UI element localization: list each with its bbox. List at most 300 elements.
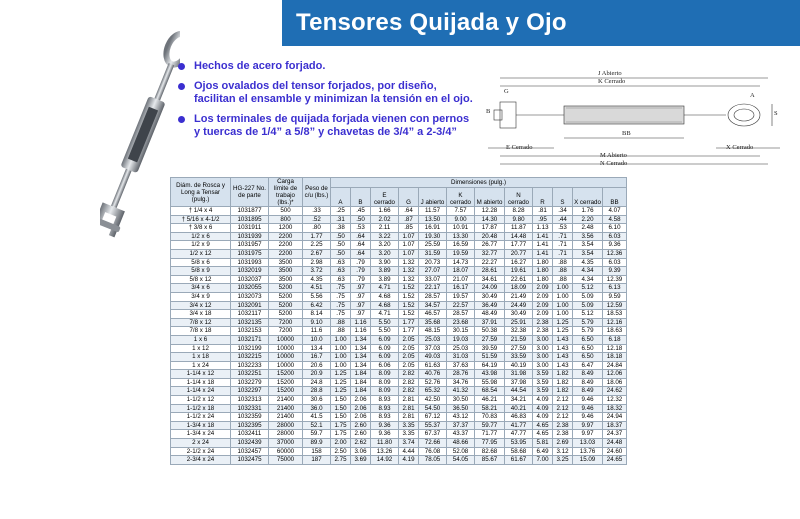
table-cell: 1.82 bbox=[553, 387, 573, 396]
table-cell: 70.83 bbox=[475, 413, 505, 422]
table-cell: 61.63 bbox=[419, 361, 447, 370]
table-cell: .71 bbox=[553, 241, 573, 250]
feature-list bbox=[178, 60, 478, 146]
table-cell: 1.32 bbox=[399, 275, 419, 284]
table-cell: 1032439 bbox=[231, 439, 269, 448]
table-cell: 1.80 bbox=[533, 275, 553, 284]
table-cell: 3.90 bbox=[371, 258, 399, 267]
table-row bbox=[171, 267, 627, 276]
table-cell: 1.16 bbox=[351, 327, 371, 336]
table-cell: 10000 bbox=[269, 361, 303, 370]
col-header-dim: G bbox=[399, 188, 419, 207]
table-cell: 16.59 bbox=[447, 241, 475, 250]
table-cell: 8.09 bbox=[371, 387, 399, 396]
table-cell: 19.59 bbox=[447, 249, 475, 258]
table-cell: 3.69 bbox=[351, 456, 371, 465]
table-cell: 1032055 bbox=[231, 284, 269, 293]
table-cell: 1.43 bbox=[553, 335, 573, 344]
table-cell: 35.68 bbox=[419, 318, 447, 327]
table-cell: .53 bbox=[351, 224, 371, 233]
table-cell: 1200 bbox=[269, 224, 303, 233]
table-cell: 25.03 bbox=[447, 344, 475, 353]
table-cell: 1032153 bbox=[231, 327, 269, 336]
table-cell: 16.17 bbox=[447, 284, 475, 293]
table-cell: 3.00 bbox=[533, 344, 553, 353]
feature-item: Ojos ovalados del tensor forjados, por diseño, facilitan el ensamble y minimizan la tensión en el ojo. bbox=[178, 80, 478, 106]
table-cell: 8.28 bbox=[505, 207, 533, 216]
table-cell: 27.07 bbox=[419, 267, 447, 276]
col-header-part: HG-227 No. de parte bbox=[231, 178, 269, 207]
table-row bbox=[171, 292, 627, 301]
table-row bbox=[171, 404, 627, 413]
col-header-dim: R bbox=[533, 188, 553, 207]
table-cell: 8.14 bbox=[303, 310, 331, 319]
table-cell: 9.59 bbox=[603, 292, 627, 301]
table-cell: 8.93 bbox=[371, 413, 399, 422]
table-cell: 24.94 bbox=[603, 413, 627, 422]
table-cell: 1-1/4 x 24 bbox=[171, 387, 231, 396]
table-cell: 9.80 bbox=[505, 215, 533, 224]
table-cell: 2.50 bbox=[331, 447, 351, 456]
table-row bbox=[171, 327, 627, 336]
table-cell: 3.20 bbox=[371, 241, 399, 250]
table-cell: 5.81 bbox=[533, 439, 553, 448]
table-cell: 4.44 bbox=[399, 447, 419, 456]
table-cell: 2.69 bbox=[553, 439, 573, 448]
table-cell: .50 bbox=[331, 249, 351, 258]
table-cell: 2.20 bbox=[573, 215, 603, 224]
table-cell: 9.00 bbox=[447, 215, 475, 224]
table-cell: 2.82 bbox=[399, 387, 419, 396]
table-cell: 1-1/2 x 24 bbox=[171, 413, 231, 422]
table-cell: .44 bbox=[553, 215, 573, 224]
table-row bbox=[171, 439, 627, 448]
table-cell: 3.56 bbox=[573, 232, 603, 241]
table-cell: 21.07 bbox=[447, 275, 475, 284]
table-cell: 5200 bbox=[269, 301, 303, 310]
table-cell: 11.80 bbox=[371, 439, 399, 448]
table-cell: 5200 bbox=[269, 284, 303, 293]
table-cell: 46.83 bbox=[505, 413, 533, 422]
table-cell: 4.58 bbox=[603, 215, 627, 224]
table-cell: 67.37 bbox=[419, 430, 447, 439]
table-cell: 9.46 bbox=[573, 404, 603, 413]
table-cell: 31.59 bbox=[419, 249, 447, 258]
table-cell: 28.57 bbox=[419, 292, 447, 301]
table-cell: 2.00 bbox=[331, 439, 351, 448]
table-cell: 13.30 bbox=[447, 232, 475, 241]
table-cell: 1.43 bbox=[553, 344, 573, 353]
table-cell: 6.49 bbox=[533, 447, 553, 456]
table-cell: 32.38 bbox=[505, 327, 533, 336]
table-cell: .97 bbox=[351, 284, 371, 293]
table-cell: 15200 bbox=[269, 387, 303, 396]
label-g: G bbox=[504, 88, 509, 95]
table-cell: 4.35 bbox=[573, 258, 603, 267]
table-cell: 12.39 bbox=[603, 275, 627, 284]
table-cell: 40.76 bbox=[419, 370, 447, 379]
col-header-load: Carga límite de trabajo (lbs.)* bbox=[269, 178, 303, 207]
table-cell: .79 bbox=[351, 275, 371, 284]
table-cell: 11.87 bbox=[505, 224, 533, 233]
table-cell: 2.38 bbox=[533, 327, 553, 336]
table-cell: 3.00 bbox=[533, 353, 553, 362]
table-cell: 1/2 x 9 bbox=[171, 241, 231, 250]
table-cell: 7/8 x 18 bbox=[171, 327, 231, 336]
table-cell: .88 bbox=[553, 275, 573, 284]
table-cell: 2.82 bbox=[399, 378, 419, 387]
table-cell: 43.12 bbox=[447, 413, 475, 422]
table-cell: 41.77 bbox=[505, 421, 533, 430]
table-cell: 34.21 bbox=[505, 396, 533, 405]
label-a: A bbox=[750, 92, 755, 99]
table-cell: 1.52 bbox=[399, 310, 419, 319]
table-cell: 7.57 bbox=[447, 207, 475, 216]
table-cell: 6.06 bbox=[371, 361, 399, 370]
table-cell: 1.34 bbox=[351, 344, 371, 353]
table-row bbox=[171, 370, 627, 379]
table-cell: 34.76 bbox=[447, 378, 475, 387]
table-cell: 82.68 bbox=[475, 447, 505, 456]
table-cell: .80 bbox=[303, 224, 331, 233]
table-cell: 3500 bbox=[269, 258, 303, 267]
table-cell: 46.21 bbox=[475, 396, 505, 405]
table-cell: 1032135 bbox=[231, 318, 269, 327]
table-cell: 2-1/2 x 24 bbox=[171, 447, 231, 456]
table-cell: 2200 bbox=[269, 232, 303, 241]
table-cell: 1.34 bbox=[351, 361, 371, 370]
table-cell: 1.75 bbox=[331, 430, 351, 439]
table-cell: 12.18 bbox=[603, 344, 627, 353]
table-cell: 14.73 bbox=[447, 258, 475, 267]
table-cell: 5200 bbox=[269, 310, 303, 319]
table-cell: 11.57 bbox=[419, 207, 447, 216]
table-cell: 1032313 bbox=[231, 396, 269, 405]
table-cell: 1.50 bbox=[331, 404, 351, 413]
table-cell: 15.09 bbox=[573, 456, 603, 465]
table-row bbox=[171, 249, 627, 258]
table-cell: 6.09 bbox=[371, 353, 399, 362]
table-cell: 21400 bbox=[269, 404, 303, 413]
table-cell: 2.81 bbox=[399, 404, 419, 413]
table-cell: 3.89 bbox=[371, 275, 399, 284]
table-cell: 1032279 bbox=[231, 378, 269, 387]
col-header-dim: J abierto bbox=[419, 188, 447, 207]
table-cell: 1.34 bbox=[351, 353, 371, 362]
table-cell: 26.77 bbox=[475, 241, 505, 250]
table-cell: 1.41 bbox=[533, 249, 553, 258]
table-cell: 1.82 bbox=[553, 370, 573, 379]
table-cell: 72.66 bbox=[419, 439, 447, 448]
table-row bbox=[171, 344, 627, 353]
table-cell: 1.07 bbox=[399, 232, 419, 241]
table-cell: 28000 bbox=[269, 421, 303, 430]
table-cell: 4.07 bbox=[603, 207, 627, 216]
table-cell: 7200 bbox=[269, 327, 303, 336]
label-e-cerrado: E Cerrado bbox=[506, 144, 533, 151]
technical-drawing bbox=[486, 68, 782, 168]
table-cell: 36.0 bbox=[303, 404, 331, 413]
table-cell: 36.50 bbox=[447, 404, 475, 413]
table-cell: .95 bbox=[533, 215, 553, 224]
table-cell: 1.00 bbox=[331, 344, 351, 353]
table-cell: 5.09 bbox=[573, 301, 603, 310]
table-cell: 1032457 bbox=[231, 447, 269, 456]
table-cell: 2.09 bbox=[533, 301, 553, 310]
table-cell: 5.12 bbox=[573, 284, 603, 293]
table-cell: 1032297 bbox=[231, 387, 269, 396]
table-cell: 4.19 bbox=[399, 456, 419, 465]
table-cell: 1.77 bbox=[303, 232, 331, 241]
table-cell: 1.00 bbox=[553, 301, 573, 310]
table-cell: 9.36 bbox=[371, 421, 399, 430]
table-cell: 2.81 bbox=[399, 396, 419, 405]
table-cell: 24.62 bbox=[603, 387, 627, 396]
table-cell: 5.50 bbox=[371, 318, 399, 327]
table-cell: 9.97 bbox=[573, 430, 603, 439]
table-cell: 24.60 bbox=[603, 447, 627, 456]
table-cell: 22.61 bbox=[505, 275, 533, 284]
table-cell: 5.09 bbox=[573, 292, 603, 301]
table-cell: 20.48 bbox=[475, 232, 505, 241]
table-cell: 1.25 bbox=[553, 327, 573, 336]
table-cell: 24.84 bbox=[603, 361, 627, 370]
table-cell: 22.27 bbox=[475, 258, 505, 267]
table-cell: 89.9 bbox=[303, 439, 331, 448]
table-cell: 48.49 bbox=[475, 310, 505, 319]
table-row bbox=[171, 353, 627, 362]
feature-item: Los terminales de quijada forjada vienen con pernos y tuercas de 1/4” a 5/8” y chavetas de 3/4” a 2-3/4” bbox=[178, 113, 478, 139]
col-header-dimensions: Dimensiones (pulg.) bbox=[331, 178, 627, 188]
table-row bbox=[171, 413, 627, 422]
table-cell: 1032019 bbox=[231, 267, 269, 276]
feature-item: Hechos de acero forjado. bbox=[178, 60, 478, 73]
table-cell: 1 x 6 bbox=[171, 335, 231, 344]
table-cell: 8.49 bbox=[573, 387, 603, 396]
table-cell: 3.59 bbox=[533, 370, 553, 379]
label-k-cerrado: K Cerrado bbox=[598, 78, 626, 85]
table-cell: 3.20 bbox=[371, 249, 399, 258]
table-cell: 1.66 bbox=[371, 207, 399, 216]
table-cell: 33.59 bbox=[505, 353, 533, 362]
table-cell: 6.50 bbox=[573, 344, 603, 353]
table-cell: 1.00 bbox=[553, 284, 573, 293]
table-cell: 13.76 bbox=[573, 447, 603, 456]
table-cell: 1032171 bbox=[231, 335, 269, 344]
table-cell: 85.67 bbox=[475, 456, 505, 465]
table-cell: 18.09 bbox=[505, 284, 533, 293]
table-cell: .79 bbox=[351, 267, 371, 276]
table-cell: 10.0 bbox=[303, 335, 331, 344]
table-cell: 15200 bbox=[269, 378, 303, 387]
table-cell: 75000 bbox=[269, 456, 303, 465]
col-header-dim: X cerrado bbox=[573, 188, 603, 207]
table-cell: 19.57 bbox=[447, 292, 475, 301]
table-cell: 18.63 bbox=[603, 327, 627, 336]
table-cell: 40.19 bbox=[505, 361, 533, 370]
table-cell: 8.09 bbox=[371, 378, 399, 387]
label-n-cerrado: N Cerrado bbox=[600, 160, 628, 167]
table-cell: 12.28 bbox=[475, 207, 505, 216]
table-cell: 64.19 bbox=[475, 361, 505, 370]
table-cell: 1032037 bbox=[231, 275, 269, 284]
table-cell: 1.50 bbox=[331, 413, 351, 422]
table-cell: 42.50 bbox=[419, 396, 447, 405]
table-cell: 30.49 bbox=[475, 292, 505, 301]
table-cell: 3.12 bbox=[553, 447, 573, 456]
table-cell: 1032411 bbox=[231, 430, 269, 439]
table-cell: † 1/4 x 4 bbox=[171, 207, 231, 216]
table-cell: 2.12 bbox=[553, 413, 573, 422]
table-cell: 1.00 bbox=[331, 335, 351, 344]
table-row bbox=[171, 387, 627, 396]
table-cell: 20.77 bbox=[505, 249, 533, 258]
table-cell: .33 bbox=[303, 207, 331, 216]
table-cell: 1.75 bbox=[331, 421, 351, 430]
table-cell: 1.43 bbox=[553, 361, 573, 370]
table-cell: 12.16 bbox=[603, 318, 627, 327]
table-cell: .75 bbox=[331, 301, 351, 310]
table-row bbox=[171, 396, 627, 405]
table-cell: 3.74 bbox=[399, 439, 419, 448]
table-row bbox=[171, 456, 627, 465]
table-cell: 1.25 bbox=[331, 370, 351, 379]
table-cell: 20.73 bbox=[419, 258, 447, 267]
table-cell: 8.09 bbox=[371, 370, 399, 379]
table-cell: 1-1/2 x 12 bbox=[171, 396, 231, 405]
table-cell: 3.54 bbox=[573, 241, 603, 250]
table-cell: 30.50 bbox=[447, 396, 475, 405]
table-cell: 9.46 bbox=[573, 396, 603, 405]
table-cell: 1/2 x 12 bbox=[171, 249, 231, 258]
table-cell: 1031877 bbox=[231, 207, 269, 216]
table-cell: 21.59 bbox=[505, 335, 533, 344]
table-cell: 59.7 bbox=[303, 430, 331, 439]
table-cell: 58.21 bbox=[475, 404, 505, 413]
table-cell: 1031993 bbox=[231, 258, 269, 267]
table-cell: 16.27 bbox=[505, 258, 533, 267]
table-cell: 2.38 bbox=[533, 318, 553, 327]
table-cell: 13.26 bbox=[371, 447, 399, 456]
table-row bbox=[171, 430, 627, 439]
col-header-dim: BB bbox=[603, 188, 627, 207]
table-cell: 1032395 bbox=[231, 421, 269, 430]
table-cell: 2.02 bbox=[371, 215, 399, 224]
table-cell: 5/8 x 6 bbox=[171, 258, 231, 267]
table-cell: 37.98 bbox=[505, 378, 533, 387]
table-cell: 8.49 bbox=[573, 378, 603, 387]
table-cell: 52.76 bbox=[419, 378, 447, 387]
table-cell: .88 bbox=[331, 327, 351, 336]
table-cell: .81 bbox=[533, 207, 553, 216]
table-cell: 1031911 bbox=[231, 224, 269, 233]
table-cell: 6.18 bbox=[603, 335, 627, 344]
table-cell: 21400 bbox=[269, 396, 303, 405]
table-cell: 2.06 bbox=[351, 396, 371, 405]
table-cell: 2.98 bbox=[303, 258, 331, 267]
table-cell: 23.68 bbox=[447, 318, 475, 327]
table-cell: 12.59 bbox=[603, 301, 627, 310]
table-cell: 5.12 bbox=[573, 310, 603, 319]
table-cell: 1.25 bbox=[331, 387, 351, 396]
table-cell: .88 bbox=[331, 318, 351, 327]
table-row bbox=[171, 447, 627, 456]
table-cell: 6.13 bbox=[603, 284, 627, 293]
table-row bbox=[171, 361, 627, 370]
table-row bbox=[171, 207, 627, 216]
table-cell: 51.59 bbox=[475, 353, 505, 362]
table-cell: 8.93 bbox=[371, 396, 399, 405]
col-header-dim: B bbox=[351, 188, 371, 207]
table-cell: 1-1/2 x 18 bbox=[171, 404, 231, 413]
table-cell: 52.1 bbox=[303, 421, 331, 430]
table-cell: 14.92 bbox=[371, 456, 399, 465]
table-cell: 24.48 bbox=[603, 439, 627, 448]
table-cell: 5/8 x 9 bbox=[171, 267, 231, 276]
table-cell: 24.65 bbox=[603, 456, 627, 465]
table-cell: .71 bbox=[553, 232, 573, 241]
table-cell: 2.09 bbox=[533, 292, 553, 301]
table-cell: 158 bbox=[303, 447, 331, 456]
specs-table bbox=[170, 177, 627, 465]
table-cell: 1.07 bbox=[399, 249, 419, 258]
table-cell: 21400 bbox=[269, 413, 303, 422]
table-cell: 41.5 bbox=[303, 413, 331, 422]
table-cell: .88 bbox=[553, 258, 573, 267]
table-cell: 9.39 bbox=[603, 267, 627, 276]
table-cell: 1.00 bbox=[331, 361, 351, 370]
col-header-dim: K cerrado bbox=[447, 188, 475, 207]
table-cell: 1.84 bbox=[351, 370, 371, 379]
table-cell: 2200 bbox=[269, 249, 303, 258]
table-cell: 25.03 bbox=[419, 335, 447, 344]
table-cell: 1.25 bbox=[331, 378, 351, 387]
table-cell: 2.60 bbox=[351, 421, 371, 430]
table-cell: 60000 bbox=[269, 447, 303, 456]
table-cell: 4.65 bbox=[533, 421, 553, 430]
table-cell: 1032331 bbox=[231, 404, 269, 413]
table-cell: 1-1/4 x 12 bbox=[171, 370, 231, 379]
table-cell: 3/4 x 6 bbox=[171, 284, 231, 293]
table-cell: .64 bbox=[351, 241, 371, 250]
table-cell: 4.71 bbox=[371, 284, 399, 293]
table-cell: 77.95 bbox=[475, 439, 505, 448]
table-cell: 13.03 bbox=[573, 439, 603, 448]
table-cell: 1.84 bbox=[351, 387, 371, 396]
table-cell: 5.79 bbox=[573, 327, 603, 336]
table-cell: † 5/16 x 4-1/2 bbox=[171, 215, 231, 224]
table-row bbox=[171, 232, 627, 241]
table-cell: 1032215 bbox=[231, 353, 269, 362]
table-cell: 3/4 x 18 bbox=[171, 310, 231, 319]
table-cell: 2.06 bbox=[351, 404, 371, 413]
table-cell: .97 bbox=[351, 292, 371, 301]
table-cell: 1.25 bbox=[553, 318, 573, 327]
table-cell: 76.08 bbox=[419, 447, 447, 456]
table-cell: 1.80 bbox=[533, 258, 553, 267]
table-cell: 3500 bbox=[269, 267, 303, 276]
table-cell: 5200 bbox=[269, 292, 303, 301]
col-header-dim: N cerrado bbox=[505, 188, 533, 207]
table-cell: 9.10 bbox=[303, 318, 331, 327]
label-j-abierto: J Abierto bbox=[598, 70, 622, 77]
table-cell: 27.59 bbox=[505, 344, 533, 353]
table-cell: 2.67 bbox=[303, 249, 331, 258]
table-cell: .50 bbox=[351, 215, 371, 224]
table-cell: 25.91 bbox=[505, 318, 533, 327]
table-cell: 31.98 bbox=[505, 370, 533, 379]
table-row bbox=[171, 275, 627, 284]
